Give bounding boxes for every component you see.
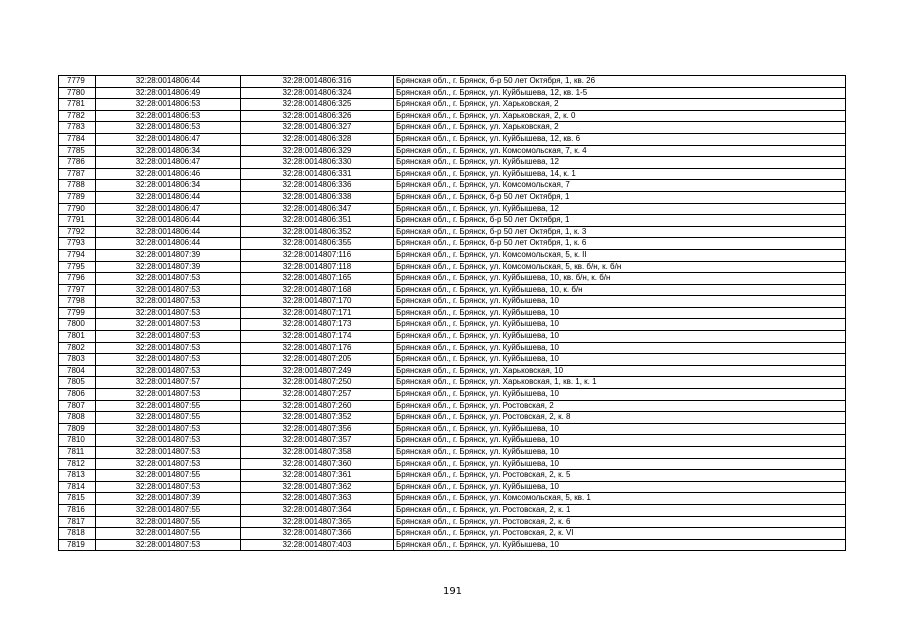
cadastral-quarter-number-cell: 32:28:0014806:53: [96, 99, 241, 111]
cadastral-quarter-number-cell: 32:28:0014807:55: [96, 528, 241, 540]
cadastral-quarter-number-cell: 32:28:0014807:53: [96, 354, 241, 366]
table-row: [59, 481, 846, 493]
table-row: [59, 493, 846, 505]
cadastral-quarter-number-cell: 32:28:0014806:47: [96, 157, 241, 169]
address-cell: Брянская обл., г. Брянск, ул. Куйбышева, 10: [394, 481, 846, 493]
table-row: [59, 307, 846, 319]
table-row: [59, 215, 846, 227]
row-number-cell: 7811: [59, 447, 96, 459]
cadastral-number-cell: 32:28:0014807:249: [241, 365, 394, 377]
table-row: [59, 261, 846, 273]
table-body: [59, 76, 846, 551]
cadastral-quarter-number-cell: 32:28:0014807:53: [96, 284, 241, 296]
cadastral-number-cell: 32:28:0014806:327: [241, 122, 394, 134]
cadastral-number-cell: 32:28:0014806:355: [241, 238, 394, 250]
cadastral-number-cell: 32:28:0014807:260: [241, 400, 394, 412]
address-cell: Брянская обл., г. Брянск, ул. Куйбышева, 10: [394, 447, 846, 459]
row-number-cell: 7789: [59, 191, 96, 203]
cadastral-quarter-number-cell: 32:28:0014806:46: [96, 168, 241, 180]
address-cell: Брянская обл., г. Брянск, б-р 50 лет Октября, 1, кв. 26: [394, 76, 846, 88]
cadastral-quarter-number-cell: 32:28:0014806:34: [96, 145, 241, 157]
table-row: [59, 76, 846, 88]
row-number-cell: 7813: [59, 470, 96, 482]
address-cell: Брянская обл., г. Брянск, ул. Комсомольская, 7, к. 4: [394, 145, 846, 157]
address-cell: Брянская обл., г. Брянск, ул. Харьковская, 2: [394, 122, 846, 134]
cadastral-quarter-number-cell: 32:28:0014807:53: [96, 296, 241, 308]
address-cell: Брянская обл., г. Брянск, б-р 50 лет Октября, 1: [394, 215, 846, 227]
row-number-cell: 7819: [59, 539, 96, 551]
cadastral-quarter-number-cell: 32:28:0014807:53: [96, 319, 241, 331]
row-number-cell: 7782: [59, 110, 96, 122]
cadastral-number-cell: 32:28:0014807:357: [241, 435, 394, 447]
table-row: [59, 168, 846, 180]
address-cell: Брянская обл., г. Брянск, ул. Куйбышева, 12, кв. 6: [394, 133, 846, 145]
row-number-cell: 7785: [59, 145, 96, 157]
cadastral-quarter-number-cell: 32:28:0014807:55: [96, 470, 241, 482]
table-row: [59, 180, 846, 192]
cadastral-quarter-number-cell: 32:28:0014806:44: [96, 191, 241, 203]
address-cell: Брянская обл., г. Брянск, ул. Куйбышева, 10: [394, 423, 846, 435]
cadastral-number-cell: 32:28:0014807:250: [241, 377, 394, 389]
cadastral-number-cell: 32:28:0014807:176: [241, 342, 394, 354]
address-cell: Брянская обл., г. Брянск, ул. Куйбышева, 12, кв. 1-5: [394, 87, 846, 99]
cadastral-number-cell: 32:28:0014806:338: [241, 191, 394, 203]
cadastral-number-cell: 32:28:0014806:351: [241, 215, 394, 227]
cadastral-number-cell: 32:28:0014807:358: [241, 447, 394, 459]
address-cell: Брянская обл., г. Брянск, ул. Ростовская, 2, к. 1: [394, 504, 846, 516]
cadastral-quarter-number-cell: 32:28:0014806:47: [96, 133, 241, 145]
row-number-cell: 7799: [59, 307, 96, 319]
row-number-cell: 7804: [59, 365, 96, 377]
row-number-cell: 7809: [59, 423, 96, 435]
address-cell: Брянская обл., г. Брянск, ул. Куйбышева, 10: [394, 539, 846, 551]
cadastral-quarter-number-cell: 32:28:0014806:53: [96, 122, 241, 134]
cadastral-number-cell: 32:28:0014807:173: [241, 319, 394, 331]
cadastral-number-cell: 32:28:0014806:328: [241, 133, 394, 145]
address-cell: Брянская обл., г. Брянск, б-р 50 лет Октября, 1: [394, 191, 846, 203]
row-number-cell: 7788: [59, 180, 96, 192]
table-row: [59, 365, 846, 377]
row-number-cell: 7818: [59, 528, 96, 540]
row-number-cell: 7800: [59, 319, 96, 331]
address-cell: Брянская обл., г. Брянск, ул. Ростовская, 2: [394, 400, 846, 412]
table-row: [59, 122, 846, 134]
address-cell: Брянская обл., г. Брянск, ул. Куйбышева, 10: [394, 307, 846, 319]
address-cell: Брянская обл., г. Брянск, ул. Куйбышева, 10, к. б/н: [394, 284, 846, 296]
cadastral-quarter-number-cell: 32:28:0014806:44: [96, 238, 241, 250]
address-cell: Брянская обл., г. Брянск, ул. Харьковская, 2: [394, 99, 846, 111]
row-number-cell: 7808: [59, 412, 96, 424]
cadastral-quarter-number-cell: 32:28:0014807:53: [96, 365, 241, 377]
cadastral-number-cell: 32:28:0014807:118: [241, 261, 394, 273]
table-row: [59, 87, 846, 99]
cadastral-quarter-number-cell: 32:28:0014807:53: [96, 342, 241, 354]
address-cell: Брянская обл., г. Брянск, ул. Комсомольская, 7: [394, 180, 846, 192]
cadastral-number-cell: 32:28:0014806:325: [241, 99, 394, 111]
cadastral-number-cell: 32:28:0014807:362: [241, 481, 394, 493]
cadastral-number-cell: 32:28:0014807:360: [241, 458, 394, 470]
row-number-cell: 7792: [59, 226, 96, 238]
cadastral-quarter-number-cell: 32:28:0014807:55: [96, 400, 241, 412]
cadastral-quarter-number-cell: 32:28:0014806:44: [96, 76, 241, 88]
cadastral-number-cell: 32:28:0014806:329: [241, 145, 394, 157]
table-row: [59, 249, 846, 261]
table-row: [59, 342, 846, 354]
row-number-cell: 7814: [59, 481, 96, 493]
cadastral-quarter-number-cell: 32:28:0014807:39: [96, 261, 241, 273]
cadastral-number-cell: 32:28:0014807:366: [241, 528, 394, 540]
row-number-cell: 7807: [59, 400, 96, 412]
table-row: [59, 389, 846, 401]
table-row: [59, 273, 846, 285]
cadastral-quarter-number-cell: 32:28:0014807:53: [96, 435, 241, 447]
row-number-cell: 7815: [59, 493, 96, 505]
table-row: [59, 354, 846, 366]
row-number-cell: 7801: [59, 331, 96, 343]
table-row: [59, 157, 846, 169]
address-cell: Брянская обл., г. Брянск, ул. Комсомольская, 5, кв. б/н, к. б/н: [394, 261, 846, 273]
cadastral-quarter-number-cell: 32:28:0014807:55: [96, 412, 241, 424]
table-row: [59, 238, 846, 250]
table-row: [59, 528, 846, 540]
table-row: [59, 400, 846, 412]
table-row: [59, 203, 846, 215]
table-row: [59, 191, 846, 203]
cadastral-quarter-number-cell: 32:28:0014807:53: [96, 331, 241, 343]
cadastral-number-cell: 32:28:0014807:170: [241, 296, 394, 308]
row-number-cell: 7798: [59, 296, 96, 308]
row-number-cell: 7779: [59, 76, 96, 88]
cadastral-table: [58, 75, 846, 551]
cadastral-number-cell: 32:28:0014807:165: [241, 273, 394, 285]
cadastral-number-cell: 32:28:0014806:316: [241, 76, 394, 88]
table-row: [59, 110, 846, 122]
cadastral-number-cell: 32:28:0014806:347: [241, 203, 394, 215]
row-number-cell: 7796: [59, 273, 96, 285]
address-cell: Брянская обл., г. Брянск, ул. Куйбышева, 10: [394, 435, 846, 447]
cadastral-quarter-number-cell: 32:28:0014806:47: [96, 203, 241, 215]
cadastral-number-cell: 32:28:0014807:361: [241, 470, 394, 482]
cadastral-number-cell: 32:28:0014807:352: [241, 412, 394, 424]
cadastral-number-cell: 32:28:0014807:168: [241, 284, 394, 296]
cadastral-quarter-number-cell: 32:28:0014806:44: [96, 226, 241, 238]
table-row: [59, 539, 846, 551]
row-number-cell: 7802: [59, 342, 96, 354]
address-cell: Брянская обл., г. Брянск, ул. Куйбышева, 12: [394, 203, 846, 215]
address-cell: Брянская обл., г. Брянск, ул. Куйбышева, 14, к. 1: [394, 168, 846, 180]
row-number-cell: 7805: [59, 377, 96, 389]
address-cell: Брянская обл., г. Брянск, ул. Куйбышева, 10, кв. б/н, к. б/н: [394, 273, 846, 285]
cadastral-quarter-number-cell: 32:28:0014807:53: [96, 423, 241, 435]
cadastral-number-cell: 32:28:0014807:205: [241, 354, 394, 366]
address-cell: Брянская обл., г. Брянск, ул. Харьковская, 1, кв. 1, к. 1: [394, 377, 846, 389]
address-cell: Брянская обл., г. Брянск, ул. Куйбышева, 10: [394, 389, 846, 401]
row-number-cell: 7780: [59, 87, 96, 99]
cadastral-number-cell: 32:28:0014806:326: [241, 110, 394, 122]
address-cell: Брянская обл., г. Брянск, ул. Ростовская, 2, к. 8: [394, 412, 846, 424]
row-number-cell: 7797: [59, 284, 96, 296]
row-number-cell: 7787: [59, 168, 96, 180]
row-number-cell: 7783: [59, 122, 96, 134]
cadastral-number-cell: 32:28:0014806:331: [241, 168, 394, 180]
table-row: [59, 516, 846, 528]
row-number-cell: 7781: [59, 99, 96, 111]
cadastral-quarter-number-cell: 32:28:0014806:44: [96, 215, 241, 227]
table-row: [59, 319, 846, 331]
table-row: [59, 99, 846, 111]
table-row: [59, 412, 846, 424]
cadastral-quarter-number-cell: 32:28:0014807:53: [96, 458, 241, 470]
row-number-cell: 7784: [59, 133, 96, 145]
table-row: [59, 331, 846, 343]
table-row: [59, 284, 846, 296]
cadastral-number-cell: 32:28:0014807:403: [241, 539, 394, 551]
cadastral-number-cell: 32:28:0014807:116: [241, 249, 394, 261]
row-number-cell: 7791: [59, 215, 96, 227]
cadastral-quarter-number-cell: 32:28:0014806:53: [96, 110, 241, 122]
row-number-cell: 7803: [59, 354, 96, 366]
row-number-cell: 7812: [59, 458, 96, 470]
address-cell: Брянская обл., г. Брянск, ул. Куйбышева, 10: [394, 458, 846, 470]
row-number-cell: 7816: [59, 504, 96, 516]
address-cell: Брянская обл., г. Брянск, ул. Ростовская, 2, к. 6: [394, 516, 846, 528]
cadastral-number-cell: 32:28:0014806:330: [241, 157, 394, 169]
row-number-cell: 7810: [59, 435, 96, 447]
cadastral-number-cell: 32:28:0014806:336: [241, 180, 394, 192]
table-row: [59, 447, 846, 459]
page-number: 191: [442, 586, 463, 597]
address-cell: Брянская обл., г. Брянск, ул. Куйбышева, 12: [394, 157, 846, 169]
row-number-cell: 7795: [59, 261, 96, 273]
address-cell: Брянская обл., г. Брянск, ул. Куйбышева, 10: [394, 342, 846, 354]
table-row: [59, 435, 846, 447]
cadastral-number-cell: 32:28:0014807:257: [241, 389, 394, 401]
row-number-cell: 7794: [59, 249, 96, 261]
address-cell: Брянская обл., г. Брянск, ул. Комсомольская, 5, кв. 1: [394, 493, 846, 505]
address-cell: Брянская обл., г. Брянск, ул. Куйбышева, 10: [394, 354, 846, 366]
address-cell: Брянская обл., г. Брянск, б-р 50 лет Октября, 1, к. 6: [394, 238, 846, 250]
cadastral-quarter-number-cell: 32:28:0014807:53: [96, 539, 241, 551]
address-cell: Брянская обл., г. Брянск, ул. Харьковская, 10: [394, 365, 846, 377]
cadastral-quarter-number-cell: 32:28:0014807:53: [96, 389, 241, 401]
address-cell: Брянская обл., г. Брянск, ул. Ростовская, 2, к. VI: [394, 528, 846, 540]
cadastral-number-cell: 32:28:0014807:174: [241, 331, 394, 343]
table-row: [59, 458, 846, 470]
address-cell: Брянская обл., г. Брянск, ул. Куйбышева, 10: [394, 331, 846, 343]
row-number-cell: 7793: [59, 238, 96, 250]
address-cell: Брянская обл., г. Брянск, ул. Куйбышева, 10: [394, 296, 846, 308]
cadastral-quarter-number-cell: 32:28:0014807:39: [96, 249, 241, 261]
cadastral-number-cell: 32:28:0014807:365: [241, 516, 394, 528]
cadastral-quarter-number-cell: 32:28:0014806:49: [96, 87, 241, 99]
address-cell: Брянская обл., г. Брянск, ул. Куйбышева, 10: [394, 319, 846, 331]
row-number-cell: 7790: [59, 203, 96, 215]
row-number-cell: 7817: [59, 516, 96, 528]
cadastral-number-cell: 32:28:0014807:171: [241, 307, 394, 319]
cadastral-number-cell: 32:28:0014807:356: [241, 423, 394, 435]
table-row: [59, 504, 846, 516]
table-row: [59, 470, 846, 482]
cadastral-quarter-number-cell: 32:28:0014807:53: [96, 273, 241, 285]
row-number-cell: 7806: [59, 389, 96, 401]
cadastral-quarter-number-cell: 32:28:0014807:39: [96, 493, 241, 505]
cadastral-number-cell: 32:28:0014806:352: [241, 226, 394, 238]
cadastral-quarter-number-cell: 32:28:0014807:55: [96, 504, 241, 516]
cadastral-number-cell: 32:28:0014807:363: [241, 493, 394, 505]
cadastral-quarter-number-cell: 32:28:0014807:53: [96, 447, 241, 459]
table-row: [59, 226, 846, 238]
cadastral-number-cell: 32:28:0014807:364: [241, 504, 394, 516]
cadastral-quarter-number-cell: 32:28:0014807:53: [96, 481, 241, 493]
address-cell: Брянская обл., г. Брянск, ул. Харьковская, 2, к. 0: [394, 110, 846, 122]
cadastral-number-cell: 32:28:0014806:324: [241, 87, 394, 99]
table-row: [59, 145, 846, 157]
address-cell: Брянская обл., г. Брянск, ул. Ростовская, 2, к. 5: [394, 470, 846, 482]
cadastral-quarter-number-cell: 32:28:0014807:55: [96, 516, 241, 528]
row-number-cell: 7786: [59, 157, 96, 169]
table-row: [59, 377, 846, 389]
table-row: [59, 423, 846, 435]
cadastral-quarter-number-cell: 32:28:0014807:57: [96, 377, 241, 389]
table-row: [59, 296, 846, 308]
address-cell: Брянская обл., г. Брянск, б-р 50 лет Октября, 1, к. 3: [394, 226, 846, 238]
table-row: [59, 133, 846, 145]
cadastral-quarter-number-cell: 32:28:0014806:34: [96, 180, 241, 192]
cadastral-quarter-number-cell: 32:28:0014807:53: [96, 307, 241, 319]
address-cell: Брянская обл., г. Брянск, ул. Комсомольская, 5, к. II: [394, 249, 846, 261]
